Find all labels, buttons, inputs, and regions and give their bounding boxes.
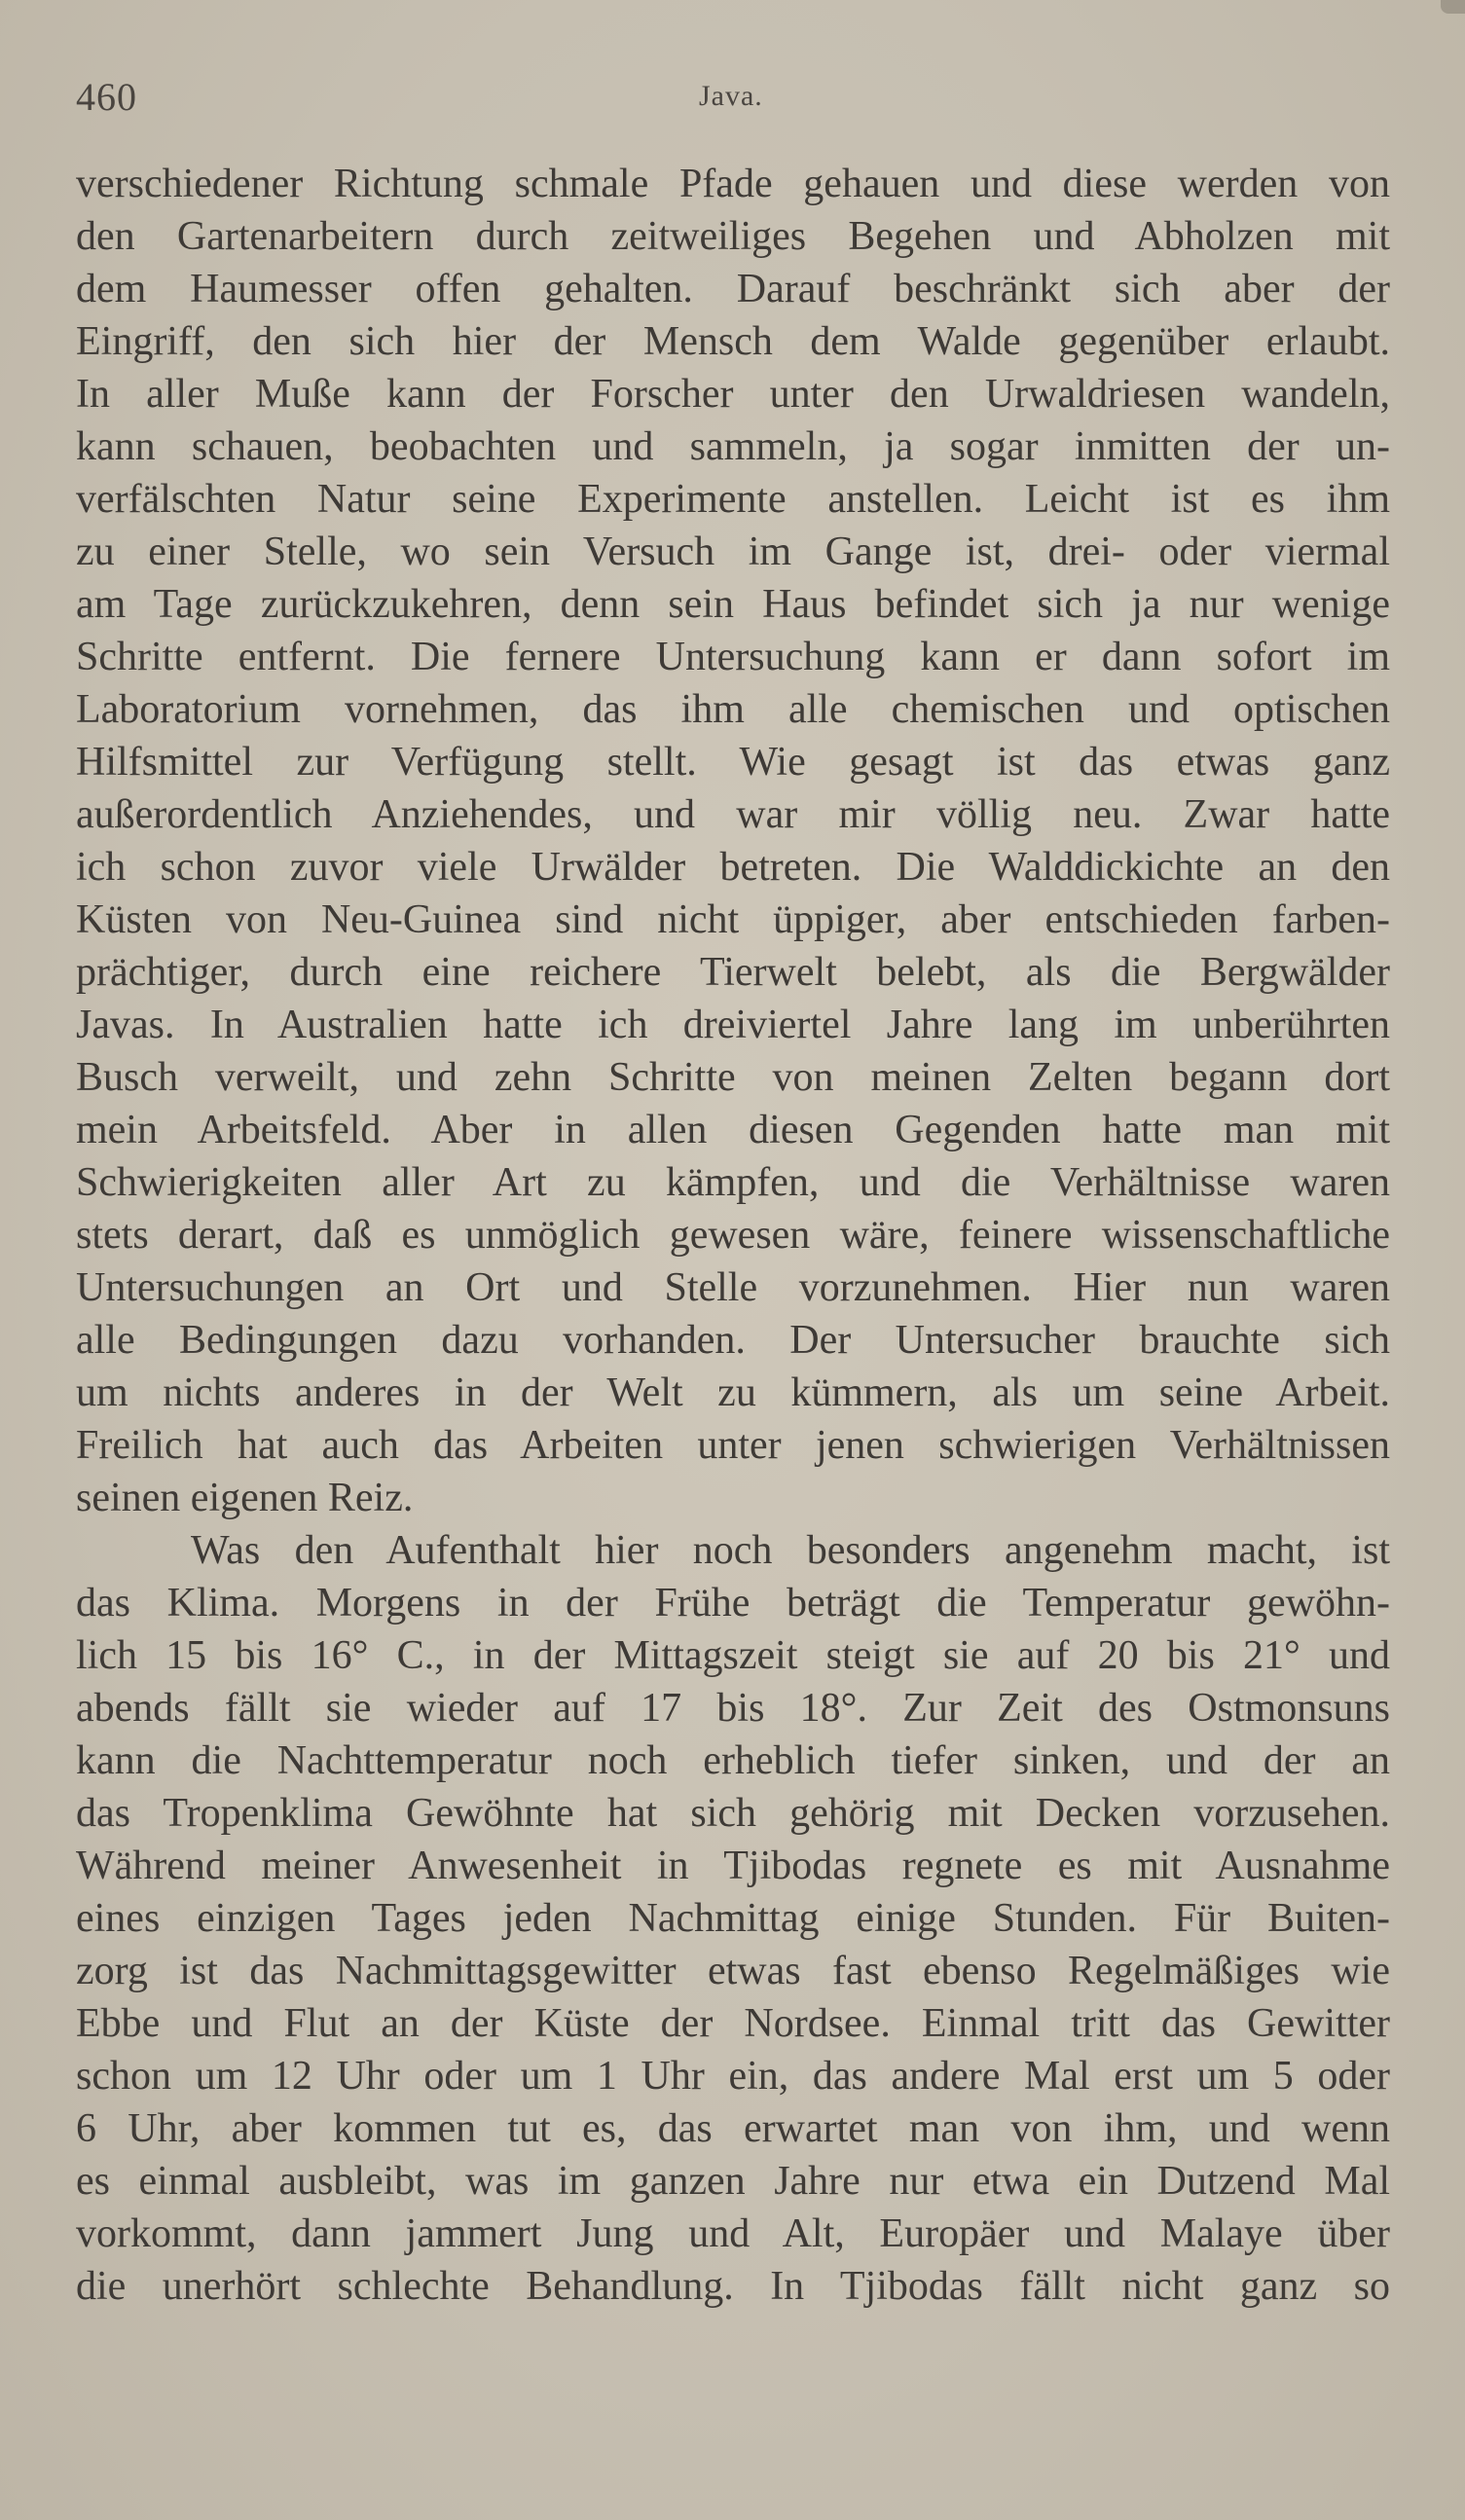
- text-line: In aller Muße kann der Forscher unter den Urwaldriesen wandeln,: [76, 372, 1390, 417]
- text-line: Schritte entfernt. Die fernere Untersuchung kann er dann sofort im: [76, 635, 1390, 679]
- text-line: 6 Uhr, aber kommen tut es, das erwartet man von ihm, und wenn: [76, 2106, 1390, 2151]
- text-line: mein Arbeitsfeld. Aber in allen diesen Gegenden hatte man mit: [76, 1108, 1390, 1152]
- text-line: zu einer Stelle, wo sein Versuch im Gange ist, drei- oder viermal: [76, 530, 1390, 574]
- text-line: am Tage zurückzukehren, denn sein Haus befindet sich ja nur wenige: [76, 582, 1390, 627]
- text-line: die unerhört schlechte Behandlung. In Tjibodas fällt nicht ganz so: [76, 2264, 1390, 2309]
- page-corner-mark: [1441, 0, 1465, 14]
- text-line: kann schauen, beobachten und sammeln, ja sogar inmitten der un-: [76, 424, 1390, 469]
- text-line: verfälschten Natur seine Experimente anstellen. Leicht ist es ihm: [76, 477, 1390, 522]
- body-text: [76, 158, 1390, 2313]
- text-line: Schwierigkeiten aller Art zu kämpfen, und die Verhältnisse waren: [76, 1160, 1390, 1205]
- text-line: vorkommt, dann jammert Jung und Alt, Europäer und Malaye über: [76, 2211, 1390, 2256]
- text-line: Küsten von Neu-Guinea sind nicht üppiger, aber entschieden farben-: [76, 897, 1390, 942]
- text-line: Während meiner Anwesenheit in Tjibodas regnete es mit Ausnahme: [76, 1844, 1390, 1888]
- text-line: lich 15 bis 16° C., in der Mittagszeit steigt sie auf 20 bis 21° und: [76, 1633, 1390, 1678]
- text-line: stets derart, daß es unmöglich gewesen wäre, feinere wissenschaftliche: [76, 1213, 1390, 1258]
- text-line: kann die Nachttemperatur noch erheblich tiefer sinken, und der an: [76, 1738, 1390, 1783]
- text-line: das Klima. Morgens in der Frühe beträgt die Temperatur gewöhn-: [76, 1581, 1390, 1625]
- text-line: Was den Aufenthalt hier noch besonders angenehm macht, ist: [191, 1528, 1390, 1573]
- text-line: Untersuchungen an Ort und Stelle vorzunehmen. Hier nun waren: [76, 1265, 1390, 1310]
- text-line: prächtiger, durch eine reichere Tierwelt belebt, als die Bergwälder: [76, 950, 1390, 995]
- text-line: Hilfsmittel zur Verfügung stellt. Wie gesagt ist das etwas ganz: [76, 740, 1390, 785]
- text-line: den Gartenarbeitern durch zeitweiliges Begehen und Abholzen mit: [76, 214, 1390, 259]
- text-line: um nichts anderes in der Welt zu kümmern, als um seine Arbeit.: [76, 1370, 1390, 1415]
- text-line: Javas. In Australien hatte ich dreiviertel Jahre lang im unberührten: [76, 1003, 1390, 1047]
- text-line: Laboratorium vornehmen, das ihm alle chemischen und optischen: [76, 687, 1390, 732]
- text-line: Ebbe und Flut an der Küste der Nordsee. Einmal tritt das Gewitter: [76, 2001, 1390, 2046]
- text-line: Busch verweilt, und zehn Schritte von meinen Zelten begann dort: [76, 1055, 1390, 1100]
- text-line: verschiedener Richtung schmale Pfade gehauen und diese werden von: [76, 162, 1390, 206]
- text-line: eines einzigen Tages jeden Nachmittag einige Stunden. Für Buiten-: [76, 1896, 1390, 1941]
- text-line: dem Haumesser offen gehalten. Darauf beschränkt sich aber der: [76, 267, 1390, 311]
- text-line: abends fällt sie wieder auf 17 bis 18°. Zur Zeit des Ostmonsuns: [76, 1686, 1390, 1731]
- text-line: ich schon zuvor viele Urwälder betreten. Die Walddickichte an den: [76, 845, 1390, 890]
- text-line: außerordentlich Anziehendes, und war mir völlig neu. Zwar hatte: [76, 792, 1390, 837]
- running-title: Java.: [699, 80, 763, 112]
- text-line: zorg ist das Nachmittagsgewitter etwas fast ebenso Regelmäßiges wie: [76, 1949, 1390, 1993]
- text-line: Eingriff, den sich hier der Mensch dem Walde gegenüber erlaubt.: [76, 319, 1390, 364]
- page-number: 460: [76, 75, 137, 119]
- running-head: [76, 74, 1390, 132]
- text-line: alle Bedingungen dazu vorhanden. Der Untersucher brauchte sich: [76, 1318, 1390, 1363]
- text-line: Freilich hat auch das Arbeiten unter jenen schwierigen Verhältnissen: [76, 1423, 1390, 1468]
- text-line: es einmal ausbleibt, was im ganzen Jahre nur etwa ein Dutzend Mal: [76, 2159, 1390, 2204]
- text-line: seinen eigenen Reiz.: [76, 1476, 414, 1520]
- text-line: das Tropenklima Gewöhnte hat sich gehörig mit Decken vorzusehen.: [76, 1791, 1390, 1836]
- text-line: schon um 12 Uhr oder um 1 Uhr ein, das andere Mal erst um 5 oder: [76, 2054, 1390, 2099]
